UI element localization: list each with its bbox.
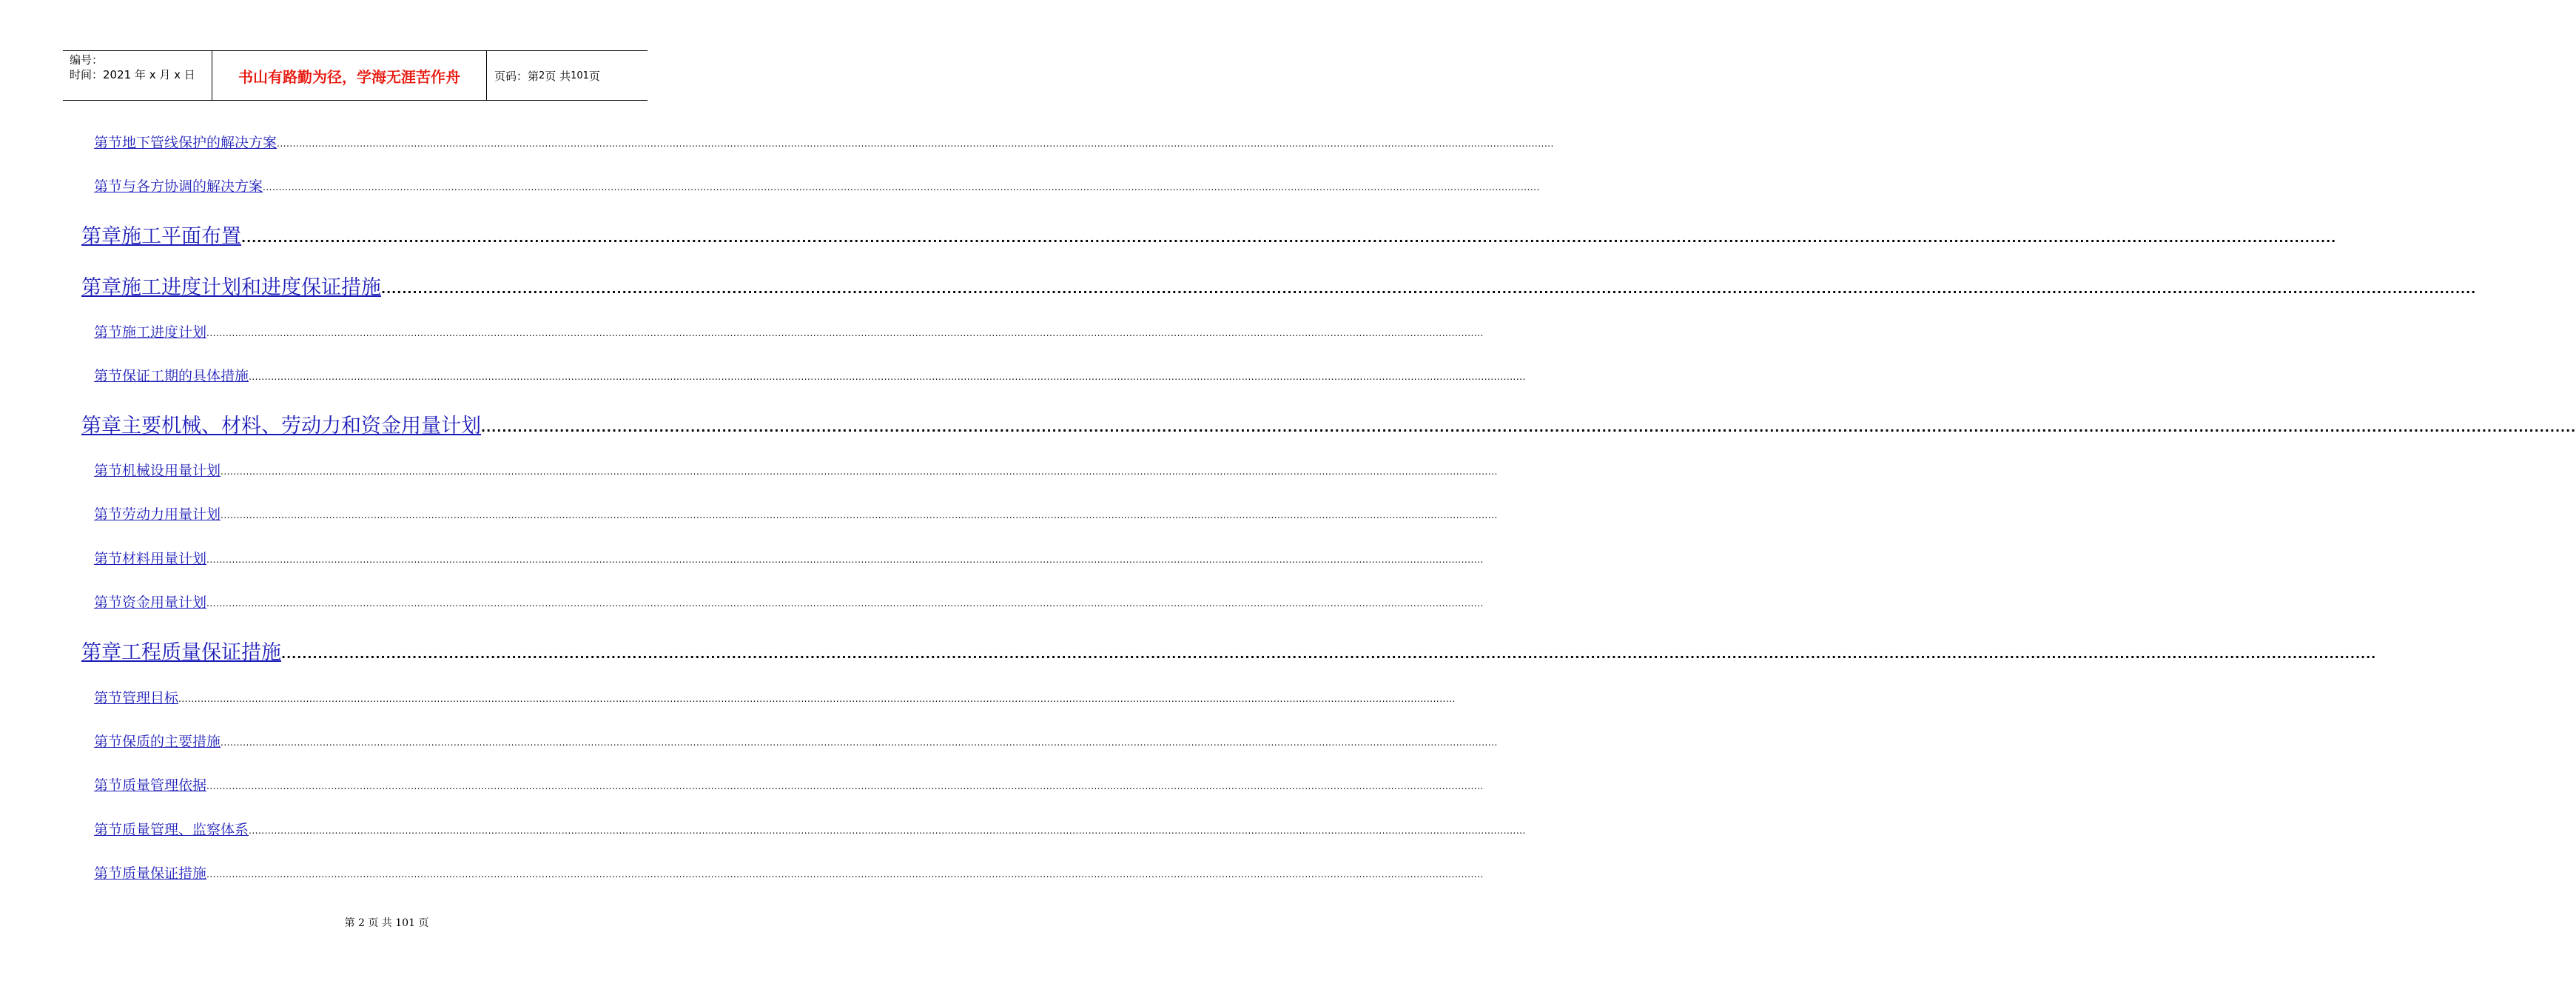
toc-dot-leader: ................................................................................................................................................................................................................................................................................................................................................................................................................ [206,555,1484,565]
toc-entry-title: 保质的主要措施 [122,734,221,750]
toc-chapter-link[interactable] [81,273,2477,300]
toc-entry-label: 第节 [94,734,123,750]
page-header [63,50,648,101]
toc-entry-label: 第节 [94,777,123,794]
toc-entry-label: 第节 [94,178,123,195]
toc-entry-title: 资金用量计划 [122,594,207,611]
toc-entry-title: 质量管理依据 [122,777,207,794]
toc-entry-label: 第章 [81,415,121,438]
toc-chapter-link[interactable] [81,222,2337,249]
toc-entry-title: 施工进度计划 [122,324,207,341]
toc-dot-leader: ................................................................................................................................................................................................................................................................................................................................................................................................................ [481,421,2576,435]
toc-entry-label: 第节 [94,822,123,838]
toc-dot-leader: ................................................................................................................................................................................................................................................................................................................................................................................................................ [206,598,1484,609]
page-footer: 第 2 页 共 101 页 [344,917,429,929]
toc-section-link[interactable] [94,820,1526,839]
toc-dot-leader: ................................................................................................................................................................................................................................................................................................................................................................................................................ [241,231,2337,245]
header-doc-number: 编号： [70,53,104,67]
toc-dot-leader: ................................................................................................................................................................................................................................................................................................................................................................................................................ [263,182,1540,192]
toc-dot-leader: ................................................................................................................................................................................................................................................................................................................................................................................................................ [178,694,1456,704]
toc-entry-title: 与各方协调的解决方案 [122,178,263,195]
toc-entry-label: 第节 [94,551,123,567]
toc-entry-title: 施工平面布置 [121,225,241,248]
toc-section-link[interactable] [94,863,1484,882]
header-meta [63,51,212,100]
header-page-mid: 页 共 [545,69,571,83]
toc-entry-label: 第节 [94,135,123,151]
toc-entry-label: 第节 [94,463,123,479]
toc-entry-title: 管理目标 [122,690,179,706]
toc-entry-title: 地下管线保护的解决方案 [122,135,278,151]
toc-dot-leader: ................................................................................................................................................................................................................................................................................................................................................................................................................ [221,466,1498,477]
toc-entry-label: 第章 [81,276,121,299]
toc-dot-leader: ................................................................................................................................................................................................................................................................................................................................................................................................................ [221,510,1498,520]
header-page-prefix: 页码：第 [494,69,539,83]
toc-dot-leader: ................................................................................................................................................................................................................................................................................................................................................................................................................ [206,781,1484,791]
header-page-info [487,51,648,100]
toc-entry-label: 第节 [94,690,123,706]
toc-dot-leader: ................................................................................................................................................................................................................................................................................................................................................................................................................ [281,647,2377,661]
header-page-current: 2 [539,70,545,81]
toc-section-link[interactable] [94,731,1498,751]
header-date: 时间：2021 年 x 月 x 日 [70,68,195,81]
header-motto: 书山有路勤为径，学海无涯苦作舟 [212,51,487,100]
toc-chapter-link[interactable] [81,638,2377,665]
toc-entry-title: 劳动力用量计划 [122,506,221,523]
toc-section-link[interactable] [94,133,1554,152]
toc-entry-label: 第章 [81,641,121,664]
toc-section-link[interactable] [94,366,1526,385]
toc-chapter-link[interactable] [81,412,2576,438]
toc-section-link[interactable] [94,775,1484,794]
toc-entry-title: 主要机械、材料、劳动力和资金用量计划 [121,415,481,438]
toc-section-link[interactable] [94,688,1456,707]
toc-dot-leader: ................................................................................................................................................................................................................................................................................................................................................................................................................ [221,737,1498,748]
toc-entry-label: 第节 [94,594,123,611]
toc-section-link[interactable] [94,460,1498,480]
toc-section-link[interactable] [94,504,1498,523]
toc-entry-label: 第章 [81,225,121,248]
toc-entry-title: 质量保证措施 [122,865,207,882]
header-page-suffix: 页 [588,69,600,83]
toc-section-link[interactable] [94,176,1540,195]
toc-dot-leader: ................................................................................................................................................................................................................................................................................................................................................................................................................ [249,825,1526,836]
toc-entry-title: 机械设用量计划 [122,463,221,479]
toc-entry-title: 保证工期的具体措施 [122,368,249,384]
toc-section-link[interactable] [94,322,1484,341]
toc-dot-leader: ................................................................................................................................................................................................................................................................................................................................................................................................................ [206,328,1484,338]
toc-entry-title: 质量管理、监察体系 [122,822,249,838]
header-page-total: 101 [571,70,589,81]
toc-entry-label: 第节 [94,324,123,341]
toc-entry-label: 第节 [94,506,123,523]
toc-entry-title: 工程质量保证措施 [121,641,281,664]
toc-entry-title: 施工进度计划和进度保证措施 [121,276,381,299]
toc-dot-leader: ................................................................................................................................................................................................................................................................................................................................................................................................................ [249,372,1526,382]
toc-section-link[interactable] [94,549,1484,568]
toc-entry-label: 第节 [94,865,123,882]
toc-dot-leader: ................................................................................................................................................................................................................................................................................................................................................................................................................ [381,282,2477,296]
toc-dot-leader: ................................................................................................................................................................................................................................................................................................................................................................................................................ [206,869,1484,880]
toc-entry-label: 第节 [94,368,123,384]
toc-dot-leader: ................................................................................................................................................................................................................................................................................................................................................................................................................ [277,138,1554,149]
toc-entry-title: 材料用量计划 [122,551,207,567]
toc-section-link[interactable] [94,592,1484,612]
